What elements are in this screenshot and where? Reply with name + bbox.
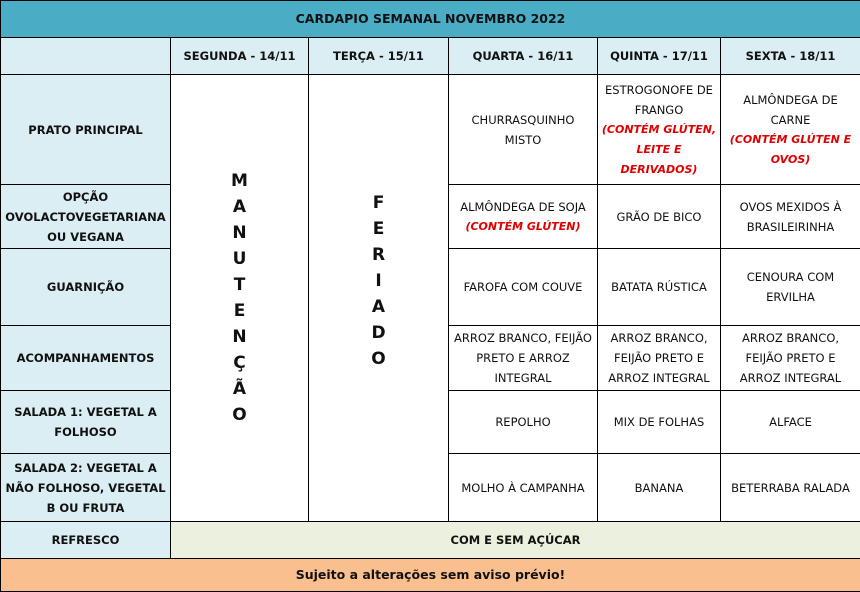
table-row <box>1 75 860 185</box>
vertical-letter: Ç <box>174 350 305 376</box>
row-label: SALADA 1: VEGETAL A FOLHOSO <box>1 391 171 454</box>
vertical-letter: O <box>174 402 305 428</box>
vertical-text-manutencao <box>174 168 305 428</box>
row-label: PRATO PRINCIPAL <box>1 75 171 185</box>
refresco-row <box>1 522 860 559</box>
row-label: REFRESCO <box>1 522 171 559</box>
vertical-letter: E <box>174 298 305 324</box>
corner-cell <box>1 38 171 75</box>
day-header: SEGUNDA - 14/11 <box>171 38 309 75</box>
menu-title: CARDAPIO SEMANAL NOVEMBRO 2022 <box>1 1 860 38</box>
vertical-letter: I <box>312 268 445 294</box>
menu-cell: MOLHO À CAMPANHA <box>449 454 598 522</box>
vertical-letter: D <box>312 320 445 346</box>
day-header: SEXTA - 18/11 <box>721 38 860 75</box>
vertical-letter: M <box>174 168 305 194</box>
menu-cell: ALMÔNDEGA DE SOJA (CONTÉM GLÚTEN) <box>449 185 598 249</box>
menu-cell: CENOURA COM ERVILHA <box>721 249 860 326</box>
tuesday-closed <box>309 75 449 522</box>
menu-cell: ESTROGONOFE DE FRANGO (CONTÉM GLÚTEN, LEITE E DERIVADOS) <box>598 75 721 185</box>
row-label: GUARNIÇÃO <box>1 249 171 326</box>
vertical-letter: U <box>174 246 305 272</box>
menu-cell: ARROZ BRANCO, FEIJÃO PRETO E ARROZ INTEGRAL <box>449 326 598 391</box>
menu-cell: OVOS MEXIDOS À BRASILEIRINHA <box>721 185 860 249</box>
day-header: QUINTA - 17/11 <box>598 38 721 75</box>
header-row <box>1 38 860 75</box>
menu-cell: BATATA RÚSTICA <box>598 249 721 326</box>
menu-cell: REPOLHO <box>449 391 598 454</box>
menu-cell: GRÃO DE BICO <box>598 185 721 249</box>
vertical-letter: R <box>312 242 445 268</box>
menu-cell: MIX DE FOLHAS <box>598 391 721 454</box>
vertical-letter: A <box>174 194 305 220</box>
row-label: SALADA 2: VEGETAL A NÃO FOLHOSO, VEGETAL B OU FRUTA <box>1 454 171 522</box>
vertical-letter: O <box>312 346 445 372</box>
vertical-letter: N <box>174 220 305 246</box>
row-label: ACOMPANHAMENTOS <box>1 326 171 391</box>
menu-cell: ALFACE <box>721 391 860 454</box>
menu-cell: FAROFA COM COUVE <box>449 249 598 326</box>
menu-cell: BANANA <box>598 454 721 522</box>
refresco-value: COM E SEM AÇÚCAR <box>171 522 860 559</box>
vertical-letter: T <box>174 272 305 298</box>
monday-closed <box>171 75 309 522</box>
vertical-letter: A <box>312 294 445 320</box>
vertical-letter: F <box>312 190 445 216</box>
vertical-letter: N <box>174 324 305 350</box>
footer-notice: Sujeito a alterações sem aviso prévio! <box>1 559 860 592</box>
day-header: TERÇA - 15/11 <box>309 38 449 75</box>
row-label: OPÇÃO OVOLACTOVEGETARIANA OU VEGANA <box>1 185 171 249</box>
menu-cell: ARROZ BRANCO, FEIJÃO PRETO E ARROZ INTEGRAL <box>721 326 860 391</box>
menu-cell: ALMÔNDEGA DE CARNE (CONTÉM GLÚTEN E OVOS) <box>721 75 860 185</box>
menu-cell: BETERRABA RALADA <box>721 454 860 522</box>
menu-cell: ARROZ BRANCO, FEIJÃO PRETO E ARROZ INTEGRAL <box>598 326 721 391</box>
menu-cell: CHURRASQUINHO MISTO <box>449 75 598 185</box>
vertical-letter: E <box>312 216 445 242</box>
day-header: QUARTA - 16/11 <box>449 38 598 75</box>
vertical-text-feriado <box>312 190 445 372</box>
vertical-letter: Ã <box>174 376 305 402</box>
